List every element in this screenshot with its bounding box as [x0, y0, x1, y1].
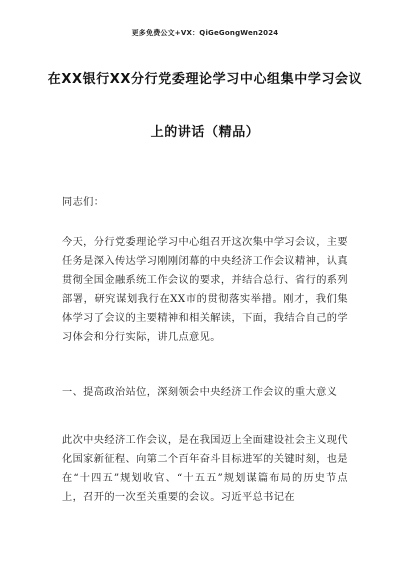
document-title-line-2: 上的讲话（精品）: [150, 125, 260, 140]
document-title-line-1: 在XX银行XX分行党委理论学习中心组集中学习会议: [47, 72, 363, 87]
section-heading-1: 一、提高政治站位，深刻领会中央经济工作会议的重大意义: [62, 387, 338, 398]
paragraph-intro: 今天，分行党委理论学习中心组召开这次集中学习会议，主要任务是深入传达学习刚刚闭幕的中央经济工作会议精神，认真贯彻全国金融系统工作会议的要求，并结合总行、省行的系列部署，研究谋划我行在XX市的贯彻落实举措。刚才，我们集体学习了会议的主要精神和相关解读，下面，我结合自己的学习体会和分行实际，讲几点意见。: [62, 237, 348, 343]
paragraph-section-1: 此次中央经济工作会议，是在我国迈上全面建设社会主义现代化国家新征程、向第二个百年奋斗目标进军的关键时刻，也是在“十四五”规划收官、“十五五”规划谋篇布局的历史节点上，召开的一次至关重要的会议。习近平总书记在: [62, 435, 348, 503]
salutation: 同志们：: [62, 197, 105, 208]
header-note: 更多免费公文+VX：QiGeGongWen2024: [131, 29, 279, 37]
